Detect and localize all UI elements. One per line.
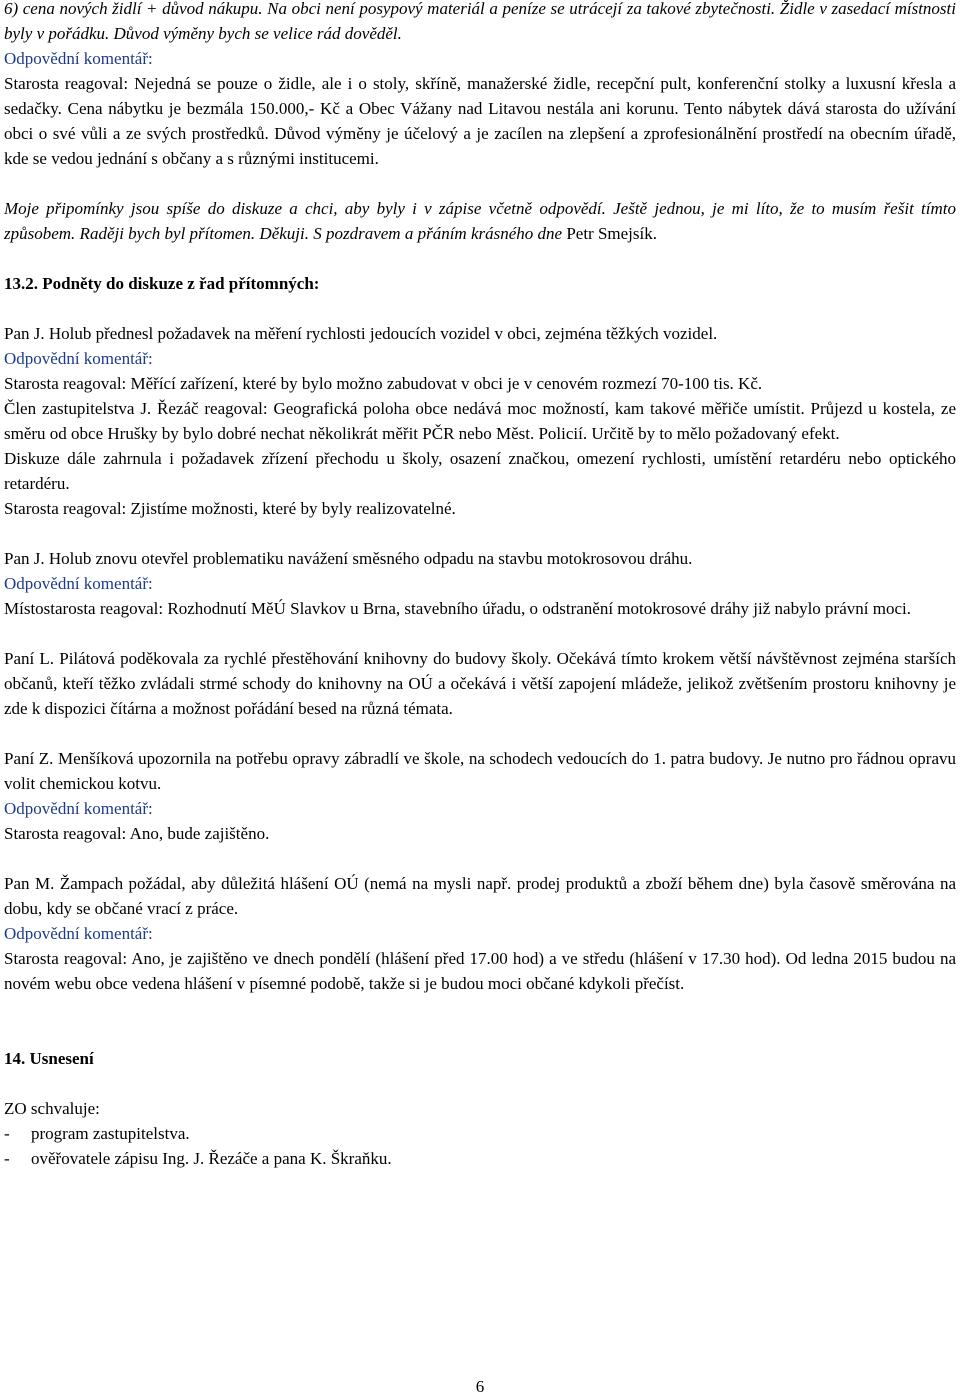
holub-waste-issue: Pan J. Holub znovu otevřel problematiku navážení směsného odpadu na stavbu motokrosovou dráhu. — [4, 549, 693, 568]
list-item: - ověřovatele zápisu Ing. J. Řezáče a pana K. Škraňku. — [4, 1149, 392, 1168]
resolution-intro: ZO schvaluje: — [4, 1099, 100, 1118]
pilatova-library: Paní L. Pilátová poděkovala za rychlé přestěhování knihovny do budovy školy. Očekává tímto krokem větší návštěvnost zejména starších občanů, kteří těžko zvládali strmé schody do knihovny na OÚ a očekává i větší zapojení mládeže, jelikož zvětšením prostoru knihovny je zde k dispozici čítárna a možnost pořádání besed na různá témata. — [4, 649, 956, 718]
mayor-response-crossing: Starosta reagoval: Zjistíme možnosti, které by byly realizovatelné. — [4, 499, 456, 518]
mayor-response-speed: Starosta reagoval: Měřící zařízení, které by bylo možno zabudovat v obci je v cenovém rozmezí 70-100 tis. Kč. — [4, 374, 763, 393]
discussion-block-1 — [4, 321, 956, 521]
mensikova-railing: Paní Z. Menšíková upozornila na potřebu opravy zábradlí ve škole, na schodech vedoucích do 1. patra budovy. Je nutno pro řádnou opravu volit chemickou kotvu. — [4, 749, 956, 793]
response-label: Odpovědní komentář: — [4, 574, 153, 593]
deputy-mayor-response: Místostarosta reagoval: Rozhodnutí MěÚ Slavkov u Brna, stavebního úřadu, o odstranění motokrosové dráhy již nabylo právní moci. — [4, 599, 911, 618]
closing-remarks — [4, 196, 956, 246]
discussion-block-4 — [4, 746, 956, 846]
mayor-response-railing: Starosta reagoval: Ano, bude zajištěno. — [4, 824, 270, 843]
rezac-response: Člen zastupitelstva J. Řezáč reagoval: Geografická poloha obce nedává moc možností, kam takové měřiče umístit. Průjezd u kostela, ze směru od obce Hrušky by bylo dobré nechat několikrát měřit PČR nebo Měst. Policií. Určitě by to mělo požadovaný efekt. — [4, 399, 956, 443]
discussion-block-3 — [4, 646, 956, 721]
discussion-crossing: Diskuze dále zahrnula i požadavek zřízení přechodu u školy, osazení značkou, omezení rychlosti, umístění retardéru nebo optického retardéru. — [4, 449, 956, 493]
resolution-block — [4, 1096, 956, 1171]
closing-remarks-text: Moje připomínky jsou spíše do diskuze a chci, aby byly i v zápise včetně odpovědí. Ještě jednou, je mi líto, že to musím řešit tímto způsobem. Raději bych byl přítomen. Děkuji. S pozdravem a přáním krásného dne — [4, 199, 956, 243]
list-item: - program zastupitelstva. — [4, 1124, 190, 1143]
mayor-response-announcements: Starosta reagoval: Ano, je zajištěno ve dnech pondělí (hlášení před 17.00 hod) a ve středu (hlášení v 17.30 hod). Od ledna 2015 budou na novém webu obce vedena hlášení v písemné podobě, takže si je budou moci občané kdykoli přečíst. — [4, 949, 956, 993]
zampach-announcements: Pan M. Žampach požádal, aby důležitá hlášení OÚ (nemá na mysli např. prodej produktů a zboží během dne) byla časově směrována na dobu, kdy se občané vrací z práce. — [4, 874, 956, 918]
closing-signature: Petr Smejsík. — [562, 224, 657, 243]
response-label: Odpovědní komentář: — [4, 49, 153, 68]
question-6: 6) cena nových židlí + důvod nákupu. Na obci není posypový materiál a peníze se utrácejí za takové zbytečnosti. Židle v zasedací místnosti byly v pořádku. Důvod výměny bych se velice rád dověděl. — [4, 0, 956, 43]
response-label: Odpovědní komentář: — [4, 924, 153, 943]
holub-speed-request: Pan J. Holub přednesl požadavek na měření rychlosti jedoucích vozidel v obci, zejména těžkých vozidel. — [4, 324, 718, 343]
resolution-list — [4, 1121, 956, 1171]
list-item-text: program zastupitelstva. — [31, 1124, 190, 1143]
list-item-text: ověřovatele zápisu Ing. J. Řezáče a pana K. Škraňku. — [31, 1149, 392, 1168]
discussion-block-5 — [4, 871, 956, 996]
section-13-2-heading: 13.2. Podněty do diskuze z řad přítomných: — [4, 274, 320, 293]
mayor-response-furniture: Starosta reagoval: Nejedná se pouze o židle, ale i o stoly, skříně, manažerské židle, recepční pult, konferenční stolky a luxusní křesla a sedačky. Cena nábytku je bezmála 150.000,- Kč a Obec Vážany nad Litavou nestála ani korunu. Tento nábytek dává starosta do užívání obci o své vůli a ze svých prostředků. Důvod výměny je účelový a je zacílen na zlepšení a zprofesionálnění prostředí na obecním úřadě, kde se vedou jednání s občany a s různými institucemi. — [4, 74, 956, 168]
page-number: 6 — [475, 1377, 485, 1396]
response-label: Odpovědní komentář: — [4, 799, 153, 818]
top-block — [4, 0, 956, 246]
discussion-block-2 — [4, 546, 956, 621]
response-label: Odpovědní komentář: — [4, 349, 153, 368]
section-14-heading: 14. Usnesení — [4, 1049, 94, 1068]
